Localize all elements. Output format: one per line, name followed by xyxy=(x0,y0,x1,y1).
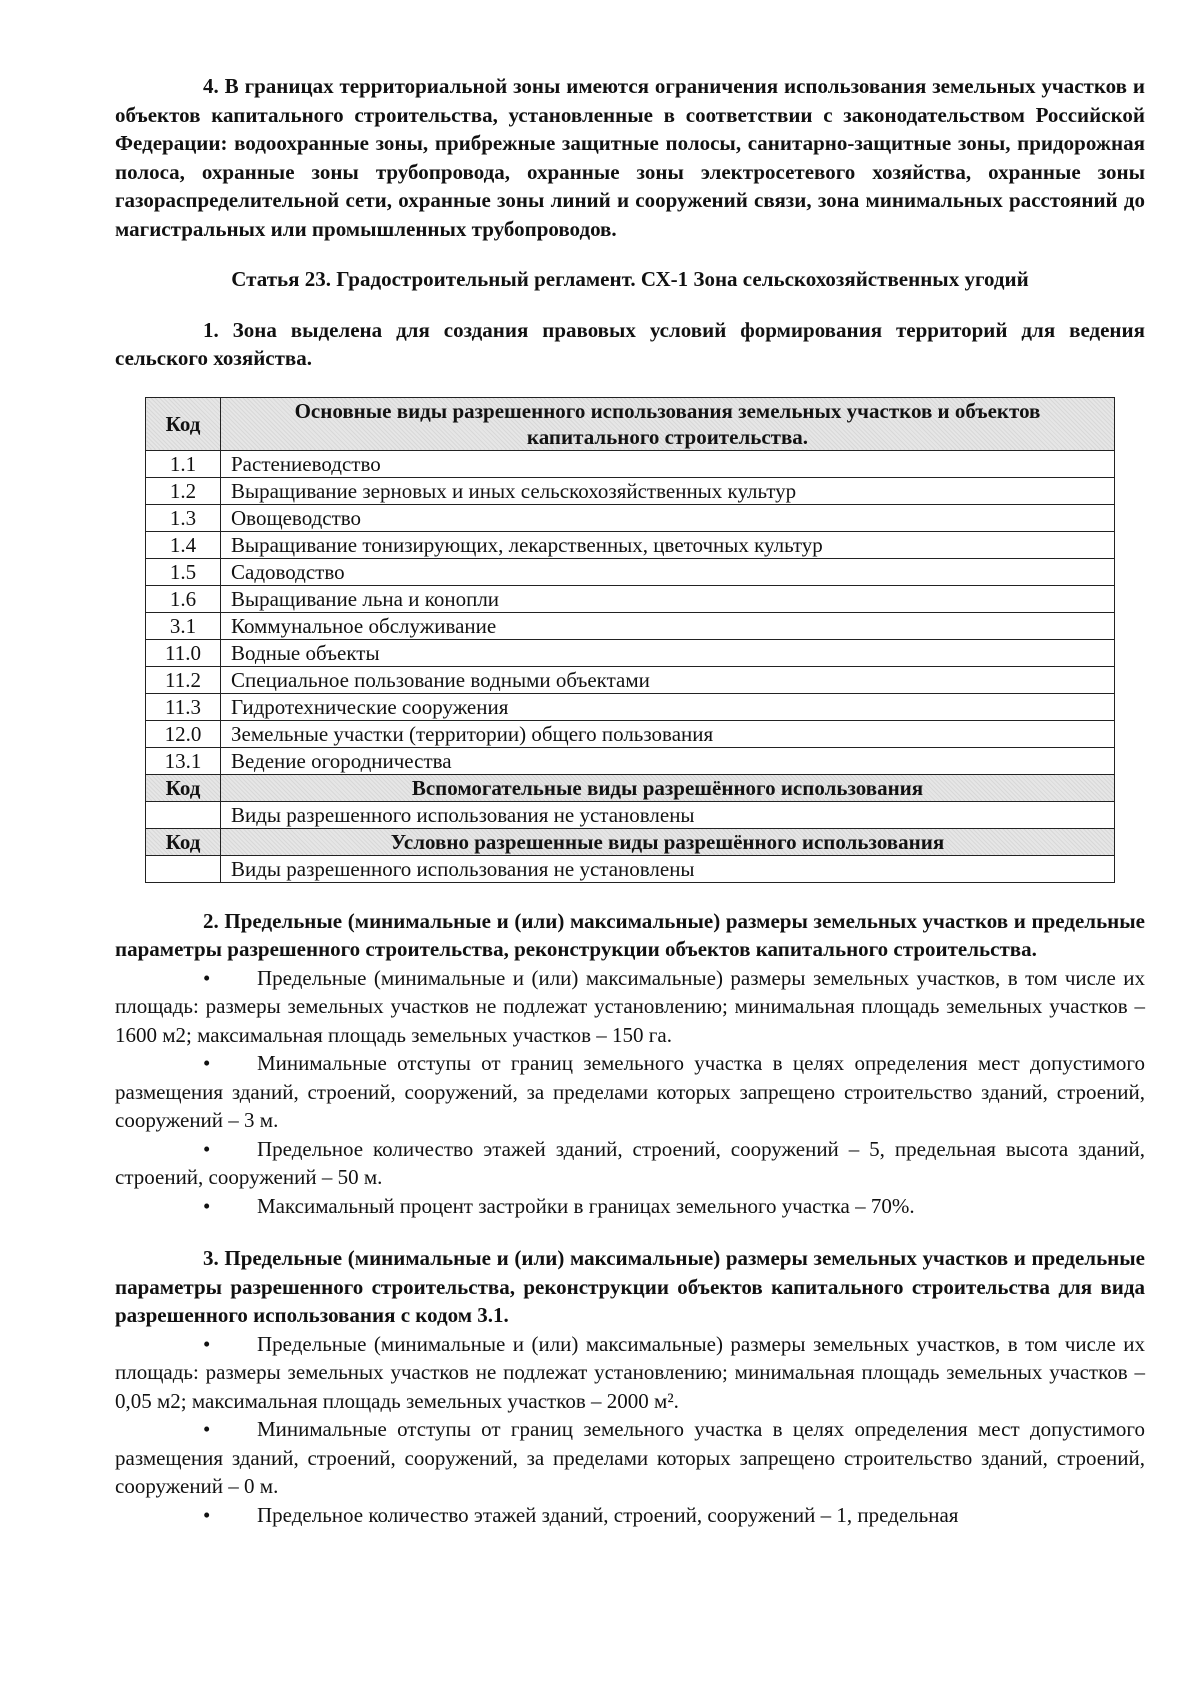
row-code: 1.5 xyxy=(146,558,221,585)
row-code: 1.1 xyxy=(146,450,221,477)
bullet-icon: • xyxy=(203,1193,211,1218)
list-item: • Предельные (минимальные и (или) максимальные) размеры земельных участков, в том числе их площадь: размеры земельных участков не подлежат установлению; минимальная площадь земельных участков – 0,05 м2; максимальная площадь земельных участков – 2000 м². xyxy=(115,1331,1145,1413)
row-name: Выращивание зерновых и иных сельскохозяйственных культур xyxy=(221,477,1115,504)
table-row xyxy=(146,801,1115,828)
point-1-paragraph: 1. Зона выделена для создания правовых условий формирования территорий для ведения сельского хозяйства. xyxy=(115,317,1145,370)
bullet-icon: • xyxy=(203,1331,211,1356)
bullet-icon: • xyxy=(203,1502,211,1527)
table-row xyxy=(146,450,1115,477)
table-row xyxy=(146,855,1115,882)
header-title: Основные виды разрешенного использования земельных участков и объектов капитального строительства. xyxy=(221,397,1115,450)
point-3-title: 3. Предельные (минимальные и (или) максимальные) размеры земельных участков и предельные параметры разрешенного строительства, реконструкции объектов капитального строительства для вида разрешенного использования с кодом 3.1. xyxy=(115,1246,1145,1327)
table-row xyxy=(146,558,1115,585)
row-code: 1.2 xyxy=(146,477,221,504)
header-code: Код xyxy=(146,774,221,801)
list-item: • Предельное количество этажей зданий, строений, сооружений – 5, предельная высота зданий, строений, сооружений – 50 м. xyxy=(115,1136,1145,1189)
table-header-main xyxy=(146,397,1115,450)
document-page xyxy=(115,72,1145,1529)
list-item: • Максимальный процент застройки в границах земельного участка – 70%. xyxy=(115,1192,1145,1221)
list-item: • Минимальные отступы от границ земельного участка в целях определения мест допустимого размещения зданий, строений, сооружений, за пределами которых запрещено строительство зданий, строений, сооружений – 0 м. xyxy=(115,1417,1145,1498)
bullet-icon: • xyxy=(203,965,211,990)
row-name: Выращивание льна и конопли xyxy=(221,585,1115,612)
list-item: • Минимальные отступы от границ земельного участка в целях определения мест допустимого размещения зданий, строений, сооружений, за пределами которых запрещено строительство зданий, строений, сооружений – 3 м. xyxy=(115,1051,1145,1132)
row-name: Гидротехнические сооружения xyxy=(221,693,1115,720)
table-row xyxy=(146,585,1115,612)
table-row xyxy=(146,639,1115,666)
row-name: Водные объекты xyxy=(221,639,1115,666)
row-name: Специальное пользование водными объектами xyxy=(221,666,1115,693)
row-code: 12.0 xyxy=(146,720,221,747)
list-item: • Предельное количество этажей зданий, строений, сооружений – 1, предельная xyxy=(115,1501,1145,1530)
table-row xyxy=(146,504,1115,531)
table-row xyxy=(146,666,1115,693)
table-row xyxy=(146,693,1115,720)
row-code: 11.3 xyxy=(146,693,221,720)
row-name: Земельные участки (территории) общего пользования xyxy=(221,720,1115,747)
table-header-conditional xyxy=(146,828,1115,855)
point-2-title: 2. Предельные (минимальные и (или) максимальные) размеры земельных участков и предельные параметры разрешенного строительства, реконструкции объектов капитального строительства. xyxy=(115,908,1145,961)
table-header-auxiliary xyxy=(146,774,1115,801)
bullet-icon: • xyxy=(203,1136,211,1161)
row-code: 1.4 xyxy=(146,531,221,558)
row-name: Садоводство xyxy=(221,558,1115,585)
table-row xyxy=(146,747,1115,774)
row-code xyxy=(146,855,221,882)
list-item: • Предельные (минимальные и (или) максимальные) размеры земельных участков, в том числе их площадь: размеры земельных участков не подлежат установлению; минимальная площадь земельных участков – 1600 м2; максимальная площадь земельных участков – 150 га. xyxy=(115,965,1145,1047)
table-row xyxy=(146,612,1115,639)
item-4-paragraph: 4. В границах территориальной зоны имеются ограничения использования земельных участков и объектов капитального строительства, установленные в соответствии с законодательством Российской Федерации: водоохранные зоны, прибрежные защитные полосы, санитарно-защитные зоны, придорожная полоса, охранные зоны трубопровода, охранные зоны электросетевого хозяйства, охранные зоны газораспределительной сети, охранные зоны линий и сооружений связи, зона минимальных расстояний до магистральных или промышленных трубопроводов. xyxy=(115,74,1145,241)
row-code: 1.6 xyxy=(146,585,221,612)
permitted-use-table xyxy=(145,397,1115,883)
row-code: 11.2 xyxy=(146,666,221,693)
row-code: 3.1 xyxy=(146,612,221,639)
row-name: Виды разрешенного использования не установлены xyxy=(221,801,1115,828)
row-name: Растениеводство xyxy=(221,450,1115,477)
row-code: 13.1 xyxy=(146,747,221,774)
header-title: Условно разрешенные виды разрешённого использования xyxy=(221,828,1115,855)
table-row xyxy=(146,531,1115,558)
table-row xyxy=(146,477,1115,504)
article-title: Статья 23. Градостроительный регламент. СХ-1 Зона сельскохозяйственных угодий xyxy=(231,267,1029,291)
header-code: Код xyxy=(146,397,221,450)
row-name: Выращивание тонизирующих, лекарственных, цветочных культур xyxy=(221,531,1115,558)
row-name: Коммунальное обслуживание xyxy=(221,612,1115,639)
row-code xyxy=(146,801,221,828)
row-name: Овощеводство xyxy=(221,504,1115,531)
header-title: Вспомогательные виды разрешённого использования xyxy=(221,774,1115,801)
table-row xyxy=(146,720,1115,747)
header-code: Код xyxy=(146,828,221,855)
row-code: 1.3 xyxy=(146,504,221,531)
bullet-icon: • xyxy=(203,1417,211,1441)
row-name: Ведение огородничества xyxy=(221,747,1115,774)
row-name: Виды разрешенного использования не установлены xyxy=(221,855,1115,882)
bullet-icon: • xyxy=(203,1051,211,1075)
row-code: 11.0 xyxy=(146,639,221,666)
